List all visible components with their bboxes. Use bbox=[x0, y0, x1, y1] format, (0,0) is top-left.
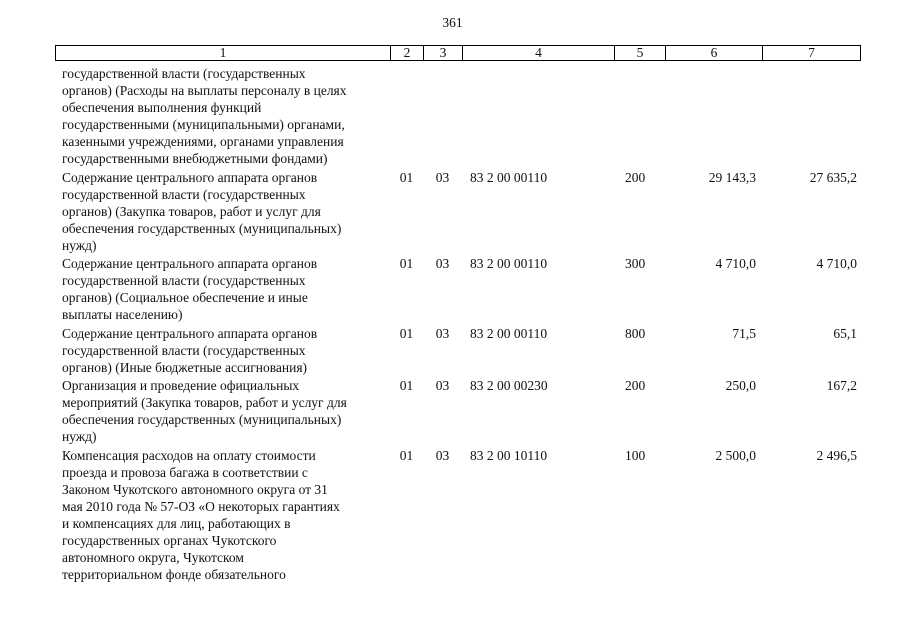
target-article-code: 83 2 00 00110 bbox=[470, 325, 548, 341]
description-line: государственными (муниципальными) органами, bbox=[62, 117, 345, 132]
page-number: 361 bbox=[442, 15, 463, 30]
description-line: государственной власти (государственных bbox=[62, 342, 306, 358]
expense-type-code: 800 bbox=[625, 325, 646, 341]
amount-col-6: 4 710,0 bbox=[715, 256, 756, 271]
description-line: проезда и провоза багажа в соответствии с bbox=[62, 464, 308, 480]
description-line: органов) (Закупка товаров, работ и услуг для bbox=[62, 203, 321, 219]
subsection-code: 03 bbox=[435, 169, 450, 185]
description-line: территориальном фонде обязательного bbox=[62, 566, 286, 582]
header-col-2: 2 bbox=[391, 46, 424, 61]
description-line: мая 2010 года № 57-ОЗ «О некоторых гарантиях bbox=[62, 498, 340, 514]
description-line: органов) (Иные бюджетные ассигнования) bbox=[62, 359, 308, 375]
subsection-code: 03 bbox=[435, 325, 450, 341]
description-line: государственными внебюджетными фондами) bbox=[62, 151, 328, 166]
description-line: Содержание центрального аппарата органов bbox=[62, 256, 318, 271]
section-code: 01 bbox=[399, 256, 414, 271]
amount-col-7: 27 635,2 bbox=[809, 169, 857, 185]
header-row bbox=[56, 46, 861, 61]
section-code: 01 bbox=[399, 378, 414, 393]
amount-col-6 bbox=[665, 65, 762, 167]
subsection-code: 03 bbox=[435, 447, 450, 463]
section-code: 01 bbox=[399, 325, 414, 341]
table-row bbox=[55, 377, 860, 447]
amount-col-6: 71,5 bbox=[732, 325, 756, 341]
amount-col-7: 4 710,0 bbox=[816, 256, 857, 271]
description-line: государственной власти (государственных bbox=[62, 186, 306, 202]
description-line: органов) (Социальное обеспечение и иные bbox=[62, 290, 308, 305]
description-line: и компенсациях для лиц, работающих в bbox=[62, 515, 291, 531]
amount-col-6: 250,0 bbox=[725, 378, 756, 393]
target-article-code bbox=[462, 65, 614, 167]
description-line: обеспечения государственных (муниципальных) bbox=[62, 412, 342, 427]
table-row bbox=[55, 447, 860, 585]
subsection-code: 03 bbox=[435, 378, 450, 393]
row-description bbox=[55, 65, 390, 167]
header-col-6: 6 bbox=[666, 46, 763, 61]
amount-col-6: 2 500,0 bbox=[715, 447, 756, 463]
description-line: выплаты населению) bbox=[62, 307, 183, 322]
expense-type-code: 300 bbox=[625, 256, 646, 271]
section-code bbox=[390, 65, 423, 167]
header-col-7: 7 bbox=[763, 46, 861, 61]
amount-col-7: 167,2 bbox=[826, 378, 857, 393]
table-row bbox=[55, 255, 860, 325]
row-description bbox=[55, 447, 390, 583]
description-line: нужд) bbox=[62, 429, 97, 444]
target-article-code: 83 2 00 00230 bbox=[470, 378, 548, 393]
header-col-4: 4 bbox=[463, 46, 615, 61]
table-row bbox=[55, 65, 860, 169]
row-description bbox=[55, 377, 390, 445]
description-line: государственной власти (государственных bbox=[62, 273, 306, 288]
row-description bbox=[55, 325, 390, 376]
expense-type-code: 200 bbox=[625, 378, 646, 393]
expense-type-code: 100 bbox=[625, 447, 646, 463]
description-line: нужд) bbox=[62, 237, 97, 253]
description-line: государственных органах Чукотского bbox=[62, 532, 277, 548]
description-line: Содержание центрального аппарата органов bbox=[62, 325, 318, 341]
target-article-code: 83 2 00 10110 bbox=[470, 447, 548, 463]
expense-type-code: 200 bbox=[625, 169, 646, 185]
description-line: Организация и проведение официальных bbox=[62, 378, 300, 393]
table-body bbox=[55, 65, 860, 584]
table-header bbox=[55, 45, 861, 61]
header-col-1: 1 bbox=[56, 46, 391, 61]
section-code: 01 bbox=[399, 447, 414, 463]
target-article-code: 83 2 00 00110 bbox=[470, 169, 548, 185]
subsection-code bbox=[423, 65, 462, 167]
amount-col-7: 65,1 bbox=[833, 325, 857, 341]
amount-col-7 bbox=[762, 65, 860, 167]
section-code: 01 bbox=[399, 169, 414, 185]
table-row bbox=[55, 169, 860, 256]
subsection-code: 03 bbox=[435, 256, 450, 271]
header-col-5: 5 bbox=[615, 46, 666, 61]
header-col-3: 3 bbox=[424, 46, 463, 61]
description-line: обеспечения государственных (муниципальных) bbox=[62, 220, 342, 236]
description-line: Содержание центрального аппарата органов bbox=[62, 169, 318, 185]
expense-type-code bbox=[614, 65, 665, 167]
description-line: казенными учреждениями, органами управления bbox=[62, 134, 344, 149]
row-description bbox=[55, 255, 390, 323]
description-line: мероприятий (Закупка товаров, работ и услуг для bbox=[62, 395, 347, 410]
description-line: Компенсация расходов на оплату стоимости bbox=[62, 447, 316, 463]
amount-col-6: 29 143,3 bbox=[708, 169, 756, 185]
table-row bbox=[55, 325, 860, 378]
description-line: государственной власти (государственных bbox=[62, 66, 306, 81]
target-article-code: 83 2 00 00110 bbox=[470, 256, 548, 271]
description-line: органов) (Расходы на выплаты персоналу в целях bbox=[62, 83, 347, 98]
description-line: автономного округа, Чукотском bbox=[62, 549, 244, 565]
description-line: обеспечения выполнения функций bbox=[62, 100, 262, 115]
description-line: Законом Чукотского автономного округа от 31 bbox=[62, 481, 328, 497]
row-description bbox=[55, 169, 390, 254]
amount-col-7: 2 496,5 bbox=[816, 447, 857, 463]
